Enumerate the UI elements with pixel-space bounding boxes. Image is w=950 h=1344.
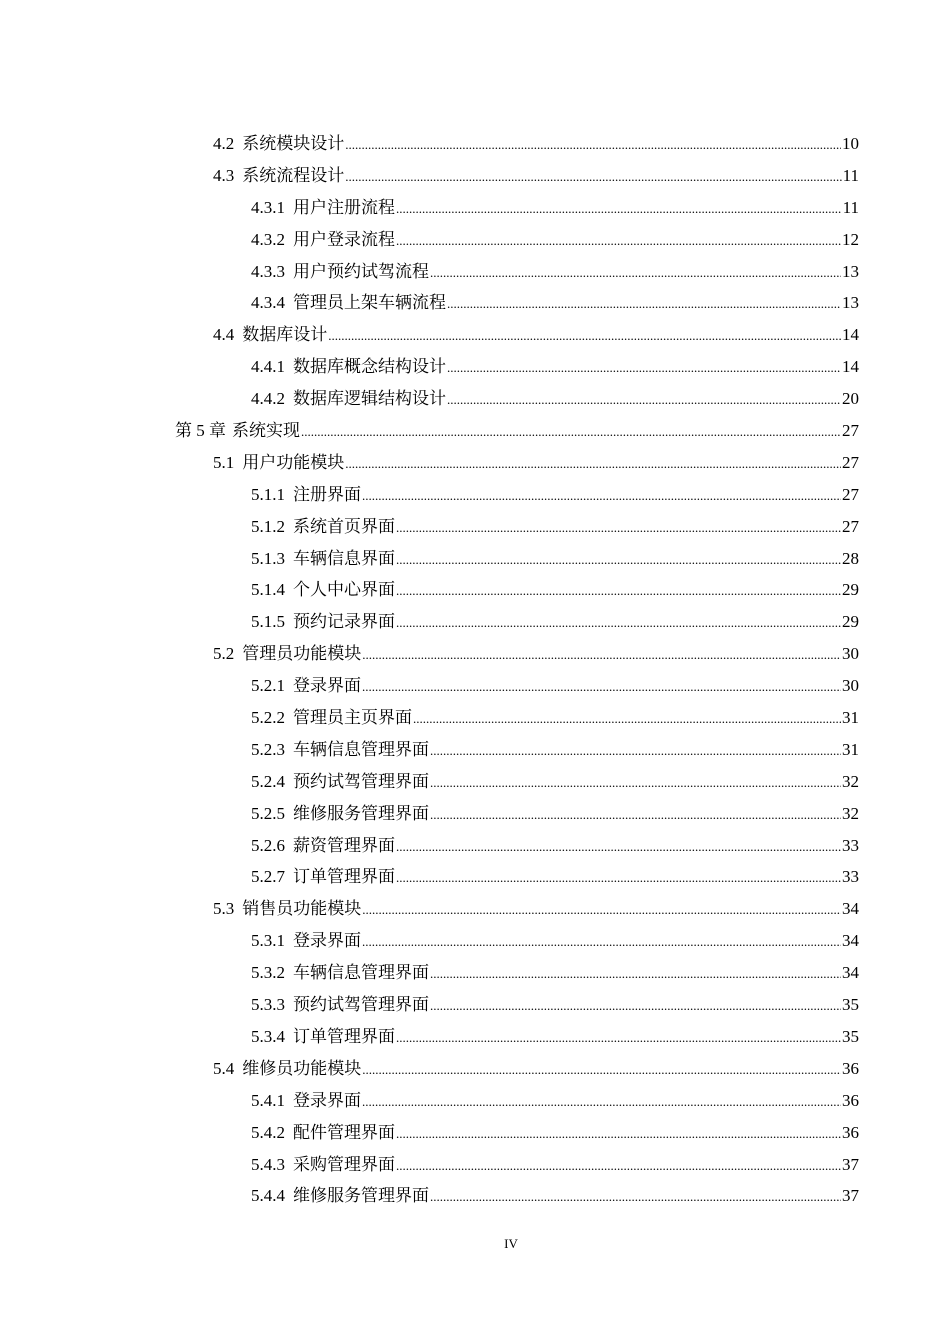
toc-dot-leader	[447, 288, 841, 320]
toc-entry-page: 34	[842, 963, 859, 983]
toc-entry[interactable]	[0, 287, 950, 319]
toc-entry-number: 5.1.2	[251, 516, 285, 536]
toc-entry-page: 30	[842, 676, 859, 696]
toc-entry[interactable]	[0, 1149, 950, 1181]
toc-entry-page: 28	[842, 548, 859, 568]
toc-entry-number: 5.1.5	[251, 612, 285, 632]
toc-entry-page: 36	[842, 1090, 859, 1110]
toc-entry-page: 14	[842, 325, 859, 345]
toc-entry-title: 管理员功能模块	[242, 644, 362, 664]
toc-entry[interactable]	[0, 224, 950, 256]
toc-entry-number: 5.2.5	[251, 803, 285, 823]
toc-entry[interactable]	[0, 479, 950, 511]
toc-entry-page: 27	[842, 421, 859, 441]
toc-entry-title: 登录界面	[293, 1090, 361, 1110]
toc-entry-title: 销售员功能模块	[242, 899, 362, 919]
toc-entry-title: 用户登录流程	[293, 229, 395, 249]
toc-entry-number: 5.3.1	[251, 931, 285, 951]
toc-entry-title: 数据库概念结构设计	[293, 357, 446, 377]
toc-dot-leader	[396, 1118, 841, 1150]
toc-entry-page: 27	[842, 516, 859, 536]
toc-entry-page: 36	[842, 1058, 859, 1078]
toc-entry[interactable]	[0, 798, 950, 830]
toc-entry[interactable]	[0, 1053, 950, 1085]
toc-entry[interactable]	[0, 383, 950, 415]
toc-entry-title: 系统模块设计	[242, 134, 345, 153]
toc-entry[interactable]	[0, 861, 950, 893]
toc-entry-title: 用户预约试驾流程	[293, 261, 429, 281]
toc-dot-leader	[362, 1086, 841, 1118]
toc-entry-page: 14	[842, 357, 859, 377]
toc-dot-leader	[396, 544, 841, 576]
toc-entry-number: 5.1.1	[251, 484, 285, 504]
toc-dot-leader	[430, 990, 841, 1022]
toc-entry-title: 配件管理界面	[293, 1122, 395, 1142]
table-of-contents	[0, 128, 950, 1212]
toc-entry-title: 维修员功能模块	[242, 1058, 362, 1078]
toc-entry-title: 个人中心界面	[293, 580, 395, 600]
toc-entry-page: 31	[842, 739, 859, 759]
toc-dot-leader	[396, 193, 842, 225]
toc-entry-number: 5.3.4	[251, 1026, 285, 1046]
toc-entry-title: 系统实现	[232, 421, 300, 441]
toc-dot-leader	[328, 320, 841, 352]
toc-entry-title: 管理员上架车辆流程	[293, 293, 446, 313]
toc-entry-number: 5.1	[213, 452, 235, 472]
toc-entry-title: 薪资管理界面	[293, 835, 395, 855]
toc-entry[interactable]	[0, 574, 950, 606]
toc-entry-page: 36	[842, 1122, 859, 1142]
toc-entry-title: 预约记录界面	[293, 612, 395, 632]
toc-entry[interactable]	[0, 128, 950, 160]
toc-entry-number: 5.4.2	[251, 1122, 285, 1142]
toc-entry-page: 20	[842, 389, 859, 409]
toc-entry-number: 5.2.3	[251, 739, 285, 759]
toc-entry[interactable]	[0, 511, 950, 543]
toc-entry-number: 5.2.4	[251, 771, 285, 791]
toc-entry-title: 用户注册流程	[293, 197, 395, 217]
toc-entry-number: 4.3.3	[251, 261, 285, 281]
toc-entry-title: 采购管理界面	[293, 1154, 395, 1174]
toc-entry-page: 27	[842, 484, 859, 504]
toc-entry-number: 4.3.1	[251, 197, 285, 217]
toc-entry[interactable]	[0, 670, 950, 702]
toc-entry-title: 预约试驾管理界面	[293, 995, 429, 1015]
toc-entry[interactable]	[0, 830, 950, 862]
toc-dot-leader	[396, 1022, 841, 1054]
toc-entry-number: 5.2.2	[251, 708, 285, 728]
toc-dot-leader	[447, 352, 841, 384]
toc-entry-page: 31	[842, 708, 859, 728]
toc-entry-number: 5.4.3	[251, 1154, 285, 1174]
toc-dot-leader	[413, 703, 841, 735]
toc-entry[interactable]	[0, 351, 950, 383]
toc-entry-number: 5.4.4	[251, 1186, 285, 1206]
toc-entry[interactable]	[0, 766, 950, 798]
toc-entry[interactable]	[0, 1180, 950, 1212]
toc-entry[interactable]	[0, 606, 950, 638]
toc-entry[interactable]	[0, 415, 950, 447]
toc-entry-page: 30	[842, 644, 859, 664]
toc-entry-title: 系统流程设计	[242, 165, 345, 185]
toc-entry-number: 4.4	[213, 325, 235, 345]
toc-entry-number: 5.4.1	[251, 1090, 285, 1110]
page-number: IV	[504, 1236, 518, 1251]
toc-entry-number: 4.4.1	[251, 357, 285, 377]
toc-entry-page: 11	[842, 197, 859, 217]
toc-entry-page: 12	[842, 229, 859, 249]
toc-dot-leader	[362, 639, 841, 671]
toc-dot-leader	[396, 831, 841, 863]
toc-entry-number: 5.2.1	[251, 676, 285, 696]
toc-entry-number: 4.3	[213, 165, 235, 185]
toc-entry-number: 5.1.4	[251, 580, 285, 600]
toc-entry-page: 27	[842, 452, 859, 472]
toc-entry-number: 5.2.7	[251, 867, 285, 887]
toc-entry-title: 数据库逻辑结构设计	[293, 389, 446, 409]
toc-entry-title: 登录界面	[293, 676, 361, 696]
toc-entry[interactable]	[0, 702, 950, 734]
toc-entry[interactable]	[0, 256, 950, 288]
toc-entry-title: 订单管理界面	[293, 1026, 395, 1046]
toc-entry-number: 5.2	[213, 644, 235, 664]
toc-dot-leader	[345, 161, 841, 193]
toc-entry-page: 10	[842, 134, 859, 153]
toc-dot-leader	[362, 894, 841, 926]
toc-entry-title: 系统首页界面	[293, 516, 395, 536]
toc-entry-number: 5.3.3	[251, 995, 285, 1015]
toc-dot-leader	[396, 225, 841, 257]
toc-dot-leader	[301, 416, 841, 448]
toc-dot-leader	[362, 480, 841, 512]
toc-dot-leader	[447, 384, 841, 416]
toc-dot-leader	[430, 735, 841, 767]
toc-entry-title: 登录界面	[293, 931, 361, 951]
toc-dot-leader	[430, 257, 841, 289]
toc-entry[interactable]	[0, 192, 950, 224]
toc-entry-page: 29	[842, 580, 859, 600]
toc-dot-leader	[345, 448, 841, 480]
toc-entry-title: 预约试驾管理界面	[293, 771, 429, 791]
toc-entry-page: 35	[842, 995, 859, 1015]
toc-entry-page: 11	[842, 165, 859, 185]
toc-entry-number: 5.3.2	[251, 963, 285, 983]
toc-entry-number: 4.2	[213, 134, 235, 153]
toc-entry-title: 用户功能模块	[242, 452, 345, 472]
toc-entry-page: 35	[842, 1026, 859, 1046]
toc-entry[interactable]	[0, 447, 950, 479]
toc-dot-leader	[362, 1054, 841, 1086]
toc-entry-title: 维修服务管理界面	[293, 1186, 429, 1206]
toc-entry-title: 注册界面	[293, 484, 361, 504]
toc-entry-number: 5.2.6	[251, 835, 285, 855]
toc-entry-number: 5.1.3	[251, 548, 285, 568]
toc-entry-title: 维修服务管理界面	[293, 803, 429, 823]
toc-entry-number: 4.4.2	[251, 389, 285, 409]
toc-entry-page: 37	[842, 1154, 859, 1174]
toc-dot-leader	[396, 1150, 841, 1182]
toc-entry[interactable]	[0, 160, 950, 192]
toc-entry-page: 29	[842, 612, 859, 632]
toc-entry[interactable]	[0, 989, 950, 1021]
toc-entry-page: 32	[842, 771, 859, 791]
toc-entry-title: 车辆信息界面	[293, 548, 395, 568]
toc-entry[interactable]	[0, 1021, 950, 1053]
toc-entry-page: 13	[842, 261, 859, 281]
toc-entry-number: 第 5 章	[175, 421, 226, 441]
toc-dot-leader	[430, 1181, 841, 1213]
toc-dot-leader	[430, 767, 841, 799]
toc-entry-page: 33	[842, 867, 859, 887]
toc-dot-leader	[430, 799, 841, 831]
toc-entry-number: 5.4	[213, 1058, 235, 1078]
toc-dot-leader	[396, 607, 841, 639]
toc-entry[interactable]	[0, 638, 950, 670]
toc-entry-title: 车辆信息管理界面	[293, 963, 429, 983]
toc-entry[interactable]	[0, 543, 950, 575]
toc-entry-page: 34	[842, 931, 859, 951]
toc-entry-title: 车辆信息管理界面	[293, 739, 429, 759]
toc-entry[interactable]	[0, 1085, 950, 1117]
toc-entry-number: 5.3	[213, 899, 235, 919]
toc-entry-page: 32	[842, 803, 859, 823]
toc-entry-page: 13	[842, 293, 859, 313]
toc-entry-number: 4.3.2	[251, 229, 285, 249]
toc-entry-title: 数据库设计	[242, 325, 328, 345]
toc-entry[interactable]	[0, 319, 950, 351]
toc-entry-page: 34	[842, 899, 859, 919]
toc-entry[interactable]	[0, 734, 950, 766]
toc-entry-title: 订单管理界面	[293, 867, 395, 887]
toc-dot-leader	[396, 862, 841, 894]
toc-entry[interactable]	[0, 893, 950, 925]
toc-entry-page: 37	[842, 1186, 859, 1206]
toc-entry-title: 管理员主页界面	[293, 708, 412, 728]
toc-entry-page: 33	[842, 835, 859, 855]
toc-dot-leader	[396, 512, 841, 544]
toc-dot-leader	[362, 671, 841, 703]
toc-entry[interactable]	[0, 1117, 950, 1149]
toc-entry-number: 4.3.4	[251, 293, 285, 313]
toc-dot-leader	[430, 958, 841, 990]
toc-entry[interactable]	[0, 957, 950, 989]
toc-dot-leader	[362, 926, 841, 958]
toc-dot-leader	[345, 129, 841, 161]
toc-dot-leader	[396, 575, 841, 607]
toc-entry[interactable]	[0, 925, 950, 957]
